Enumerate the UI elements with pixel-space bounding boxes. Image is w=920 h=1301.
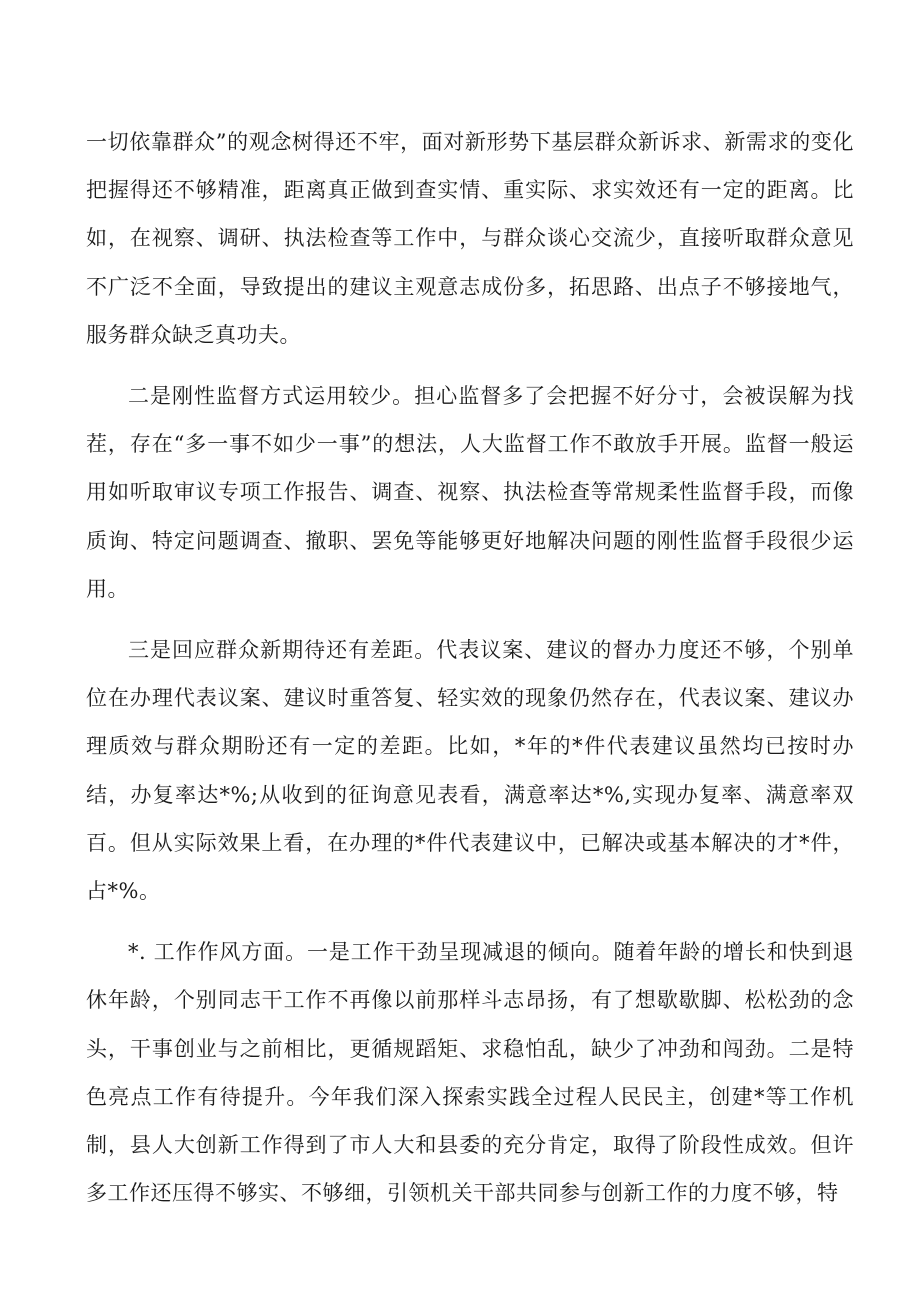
document-body: [86, 118, 854, 1230]
paragraph-work-style: *. 工作作风方面。一是工作干劲呈现减退的倾向。随着年龄的增长和快到退休年龄，个别同志干工作不再像以前那样斗志昂扬，有了想歇歇脚、松松劲的念头，干事创业与之前相比，更循规蹈矩、求稳怕乱，缺少了冲劲和闯劲。二是特色亮点工作有待提升。今年我们深入探索实践全过程人民民主，创建*等工作机制，县人大创新工作得到了市人大和县委的充分肯定，取得了阶段性成效。但许多工作还压得不够实、不够细，引领机关干部共同参与创新工作的力度不够，特: [86, 940, 854, 1206]
paragraph-continuation: 一切依靠群众”的观念树得还不牢，面对新形势下基层群众新诉求、新需求的变化把握得还不够精准，距离真正做到查实情、重实际、求实效还有一定的距离。比如，在视察、调研、执法检查等工作中，与群众谈心交流少，直接听取群众意见不广泛不全面，导致提出的建议主观意志成份多，拓思路、出点子不够接地气，服务群众缺乏真功夫。: [86, 130, 854, 347]
paragraph-rigid-supervision: 二是刚性监督方式运用较少。担心监督多了会把握不好分寸，会被误解为找茬，存在“多一事不如少一事”的想法，人大监督工作不敢放手开展。监督一般运用如听取审议专项工作报告、调查、视察、执法检查等常规柔性监督手段，而像质询、特定问题调查、撤职、罢免等能够更好地解决问题的刚性监督手段很少运用。: [86, 384, 854, 601]
paragraph-responding-expectations: 三是回应群众新期待还有差距。代表议案、建议的督办力度还不够，个别单位在办理代表议案、建议时重答复、轻实效的现象仍然存在，代表议案、建议办理质效与群众期盼还有一定的差距。比如，*年的*件代表建议虽然均已按时办结，办复率达*%;从收到的征询意见表看，满意率达*%,实现办复率、满意率双百。但从实际效果上看，在办理的*件代表建议中，已解决或基本解决的才*件，占*%。: [86, 638, 854, 904]
